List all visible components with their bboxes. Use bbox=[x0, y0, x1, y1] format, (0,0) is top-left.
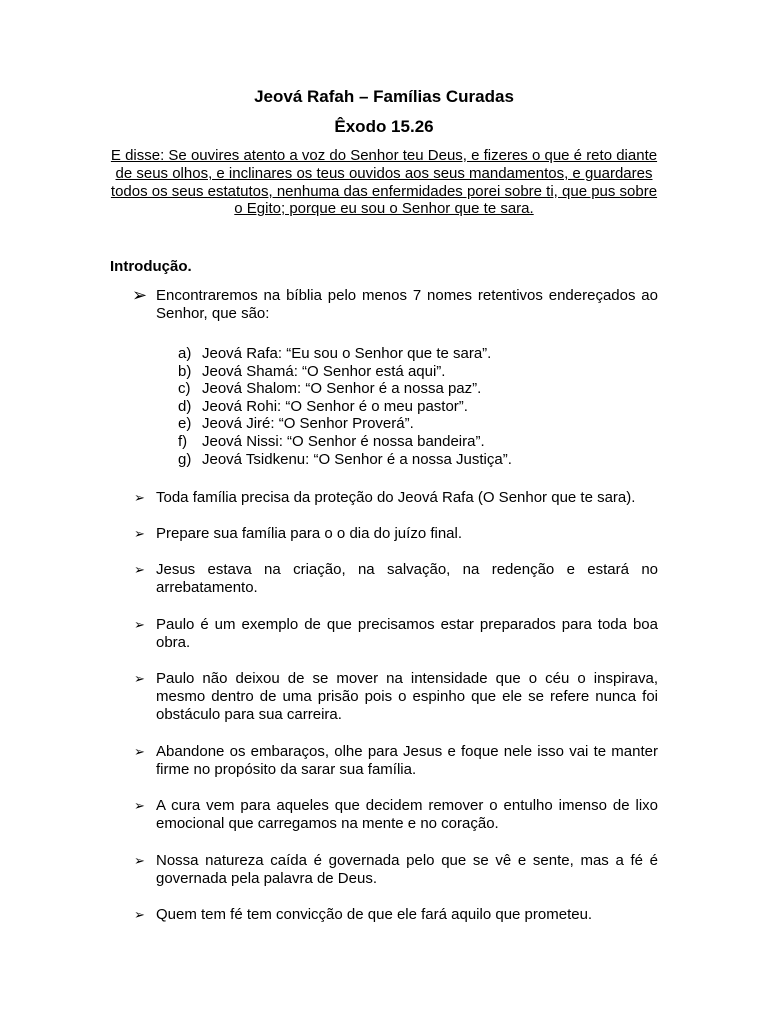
arrow-bullet-icon: ➢ bbox=[134, 526, 145, 541]
bullet-text: Paulo é um exemplo de que precisamos estar preparados para toda boa obra. bbox=[156, 616, 658, 651]
bullet-text: Nossa natureza caída é governada pelo que se vê e sente, mas a fé é governada pela palavra de Deus. bbox=[156, 852, 658, 887]
arrow-bullet-icon: ➢ bbox=[134, 853, 145, 868]
list-item bbox=[178, 398, 658, 416]
list-item-text: Jeová Shamá: “O Senhor está aqui”. bbox=[202, 362, 446, 380]
list-item bbox=[178, 380, 658, 398]
list-item bbox=[178, 345, 658, 363]
list-item-text: Jeová Jiré: “O Senhor Proverá”. bbox=[202, 415, 414, 433]
bullet-text: Quem tem fé tem convicção de que ele fará aquilo que prometeu. bbox=[156, 906, 593, 923]
bullet-text: Encontraremos na bíblia pelo menos 7 nomes retentivos endereçados ao Senhor, que são: bbox=[156, 287, 658, 322]
bullet-text: Paulo não deixou de se mover na intensidade que o céu o inspirava, mesmo dentro de uma prisão pois o espinho que ele se refere nunca foi obstáculo para sua carreira. bbox=[156, 670, 658, 723]
list-letter: b) bbox=[178, 362, 192, 380]
list-item-text: Jeová Rafa: “Eu sou o Senhor que te sara”. bbox=[202, 345, 492, 362]
list-item-text: Jeová Shalom: “O Senhor é a nossa paz”. bbox=[202, 380, 482, 398]
bullet-text: Prepare sua família para o o dia do juízo final. bbox=[156, 525, 463, 542]
arrow-bullet-icon: ➢ bbox=[134, 907, 145, 922]
list-item bbox=[178, 433, 658, 451]
list-letter: a) bbox=[178, 345, 192, 362]
arrow-bullet-icon: ➢ bbox=[132, 285, 148, 305]
bullet-text: Jesus estava na criação, na salvação, na redenção e estará no arrebatamento. bbox=[156, 561, 658, 596]
arrow-bullet-icon: ➢ bbox=[134, 671, 145, 686]
list-letter: c) bbox=[178, 380, 191, 398]
bullet-text: Abandone os embaraços, olhe para Jesus e foque nele isso vai te manter firme no propósito da sarar sua família. bbox=[156, 743, 658, 778]
bullet-text: Toda família precisa da proteção do Jeová Rafa (O Senhor que te sara). bbox=[156, 489, 636, 506]
arrow-bullet-icon: ➢ bbox=[134, 798, 145, 813]
arrow-bullet-icon: ➢ bbox=[134, 490, 145, 505]
list-letter: f) bbox=[178, 432, 188, 450]
list-item-text: Jeová Rohi: “O Senhor é o meu pastor”. bbox=[202, 397, 468, 415]
names-list bbox=[178, 345, 658, 468]
list-letter: d) bbox=[178, 397, 192, 415]
scripture-reference: Êxodo 15.26 bbox=[334, 117, 434, 136]
section-heading: Introdução. bbox=[110, 258, 192, 275]
list-item bbox=[178, 451, 658, 469]
arrow-bullet-icon: ➢ bbox=[134, 617, 145, 632]
list-item-text: Jeová Nissi: “O Senhor é nossa bandeira”. bbox=[202, 432, 485, 450]
document-title: Jeová Rafah – Famílias Curadas bbox=[254, 87, 514, 106]
list-item bbox=[178, 363, 658, 381]
scripture-verse: E disse: Se ouvires atento a voz do Senhor teu Deus, e fizeres o que é reto diante de seus olhos, e inclinares os teus ouvidos aos seus mandamentos, e guardares todos os seus estatutos, nenhuma das enfermidades porei sobre ti, que pus sobre o Egito; porque eu sou o Senhor que te sara. bbox=[110, 147, 658, 218]
list-item-text: Jeová Tsidkenu: “O Senhor é a nossa Justiça”. bbox=[202, 450, 512, 468]
list-letter: g) bbox=[178, 450, 192, 468]
arrow-bullet-icon: ➢ bbox=[134, 562, 145, 577]
arrow-bullet-icon: ➢ bbox=[134, 744, 145, 759]
list-item bbox=[178, 415, 658, 433]
bullet-text: A cura vem para aqueles que decidem remover o entulho imenso de lixo emocional que carregamos na mente e no coração. bbox=[156, 797, 658, 832]
list-letter: e) bbox=[178, 415, 192, 433]
